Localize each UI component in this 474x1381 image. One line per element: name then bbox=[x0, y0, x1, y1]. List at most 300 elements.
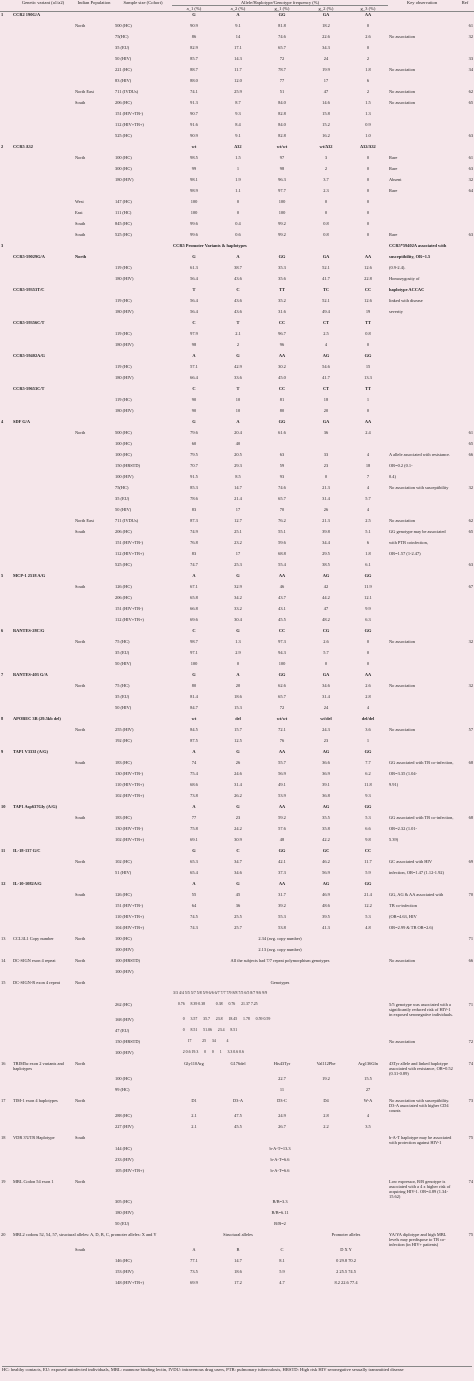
a1-value: 75.8 bbox=[190, 825, 198, 831]
row-number bbox=[0, 298, 12, 309]
sample-size: 75(HC) bbox=[115, 484, 129, 490]
row-number bbox=[0, 540, 12, 551]
row-number bbox=[0, 342, 12, 353]
sample-size bbox=[114, 243, 172, 254]
a1-value: A bbox=[192, 880, 196, 886]
reference: 63 bbox=[468, 165, 474, 171]
reference: 65 bbox=[468, 440, 474, 446]
haplotype-value: 45.5 bbox=[234, 1123, 242, 1129]
a2-value: 17 bbox=[235, 506, 241, 512]
sample-size bbox=[114, 573, 172, 584]
g2-value: 41.7 bbox=[322, 374, 330, 380]
a1-value: 90.9 bbox=[190, 132, 198, 138]
allele-header: A bbox=[192, 1246, 196, 1252]
row-number bbox=[0, 232, 12, 243]
key-observation bbox=[388, 1113, 456, 1124]
row-number bbox=[0, 309, 12, 320]
variant-name bbox=[12, 133, 74, 144]
reference: 32 bbox=[468, 484, 474, 490]
reference: 61 bbox=[468, 154, 474, 160]
sample-size: 100 (HC) bbox=[115, 935, 132, 941]
table-row bbox=[0, 694, 474, 705]
population bbox=[74, 67, 114, 78]
key-observation bbox=[388, 144, 456, 155]
table-row bbox=[0, 133, 474, 144]
reference bbox=[456, 540, 474, 551]
key-observation bbox=[388, 716, 456, 727]
table-row bbox=[0, 782, 474, 793]
g3-value: 2.6 bbox=[365, 33, 371, 39]
g3-value: GG bbox=[364, 803, 372, 809]
table-row-18-sub bbox=[0, 1157, 474, 1168]
a1-value: 56.4 bbox=[190, 297, 198, 303]
a2-value: 25.9 bbox=[234, 88, 242, 94]
reference bbox=[456, 969, 474, 980]
g1-value: GG bbox=[278, 12, 286, 17]
g1-value: 62.6 bbox=[278, 682, 286, 688]
key-observation bbox=[388, 980, 456, 991]
g1-value: 68.8 bbox=[278, 550, 286, 556]
g2-value: wt/Δ32 bbox=[319, 143, 333, 149]
sample-size: 150 (HRSTD) bbox=[115, 462, 141, 468]
table-row bbox=[0, 89, 474, 100]
g1-value: 76 bbox=[279, 737, 285, 743]
population bbox=[74, 243, 114, 254]
key-observation bbox=[388, 1168, 456, 1179]
reference bbox=[456, 650, 474, 661]
variant-name bbox=[12, 518, 74, 529]
g3-value: 7.7 bbox=[365, 759, 371, 765]
variant-name bbox=[12, 276, 74, 287]
sample-size: 119 (HC) bbox=[115, 396, 132, 402]
a2-value: 10 bbox=[235, 407, 241, 413]
table-row bbox=[0, 573, 474, 584]
row-number bbox=[0, 760, 12, 771]
variant-name bbox=[12, 1199, 74, 1210]
key-observation bbox=[388, 1199, 456, 1210]
population bbox=[74, 793, 114, 804]
variant-name bbox=[12, 243, 74, 254]
population bbox=[74, 111, 114, 122]
variant-name bbox=[12, 738, 74, 749]
a2-value: 23.2 bbox=[234, 539, 242, 545]
reference: 61 bbox=[468, 429, 474, 435]
sample-size: 102 (HIV+TB+) bbox=[115, 836, 144, 842]
row-number bbox=[0, 595, 12, 606]
header-ref: Ref bbox=[456, 0, 474, 12]
g2-value: 35.5 bbox=[322, 814, 330, 820]
population bbox=[74, 771, 114, 782]
reference bbox=[456, 716, 474, 727]
header-g3: g_3 (%) bbox=[348, 6, 388, 12]
a2-value: 40 bbox=[235, 440, 241, 446]
g2-value: 36.8 bbox=[322, 792, 330, 798]
variant-name bbox=[12, 760, 74, 771]
g3-value: GG bbox=[364, 627, 372, 633]
sample-size: 102 (HIV+TB+) bbox=[115, 792, 144, 798]
population bbox=[74, 441, 114, 452]
row-number bbox=[0, 463, 12, 474]
table-row bbox=[0, 551, 474, 562]
g1-value: AA bbox=[278, 352, 286, 358]
a1-value: wt bbox=[191, 715, 197, 721]
a2-value: 14 bbox=[235, 33, 241, 39]
variant-name: SDF G/A bbox=[13, 418, 31, 424]
variant-name bbox=[12, 397, 74, 408]
key-observation bbox=[388, 221, 456, 232]
g1-value: 45.5 bbox=[278, 616, 286, 622]
g2-value: 56.9 bbox=[322, 869, 330, 875]
reference bbox=[456, 606, 474, 617]
key-observation: Homozygosity of bbox=[389, 275, 420, 281]
key-observation: Rare bbox=[389, 187, 398, 193]
haplotype-value bbox=[304, 1087, 348, 1098]
row-number bbox=[0, 1017, 12, 1028]
table-row-18-sub bbox=[0, 1146, 474, 1157]
g2-value: 39.8 bbox=[322, 528, 330, 534]
sample-size bbox=[114, 991, 172, 1002]
g1-value: 82.8 bbox=[278, 132, 286, 138]
g3-value: 1.8 bbox=[365, 66, 371, 72]
sample-size: 130 (HIV+TB-) bbox=[115, 825, 143, 831]
population bbox=[74, 320, 114, 331]
g2-value: 47 bbox=[323, 88, 329, 94]
population: South bbox=[75, 759, 86, 765]
row-number bbox=[0, 265, 12, 276]
sample-size bbox=[114, 804, 172, 815]
row-number bbox=[0, 1146, 12, 1157]
g2-value: 48.6 bbox=[322, 902, 330, 908]
key-observation: No association bbox=[389, 957, 415, 963]
table-row bbox=[0, 760, 474, 771]
sample-size: 227 (HIV) bbox=[115, 1123, 134, 1129]
population bbox=[74, 991, 114, 1002]
key-observation: TB co-infection bbox=[389, 902, 417, 908]
row-number bbox=[0, 650, 12, 661]
key-observation bbox=[388, 441, 456, 452]
allele-value: 0 29.8 70.2 bbox=[336, 1257, 356, 1263]
key-observation: No association bbox=[389, 66, 415, 72]
sample-size: 100 (HC) bbox=[115, 440, 132, 446]
key-observation: GG associated with TB co-infection, bbox=[389, 814, 454, 820]
a2-value: 12.7 bbox=[234, 517, 242, 523]
header-population: Indian Population bbox=[74, 0, 114, 12]
row-number bbox=[0, 859, 12, 870]
table-row bbox=[0, 34, 474, 45]
table-row bbox=[0, 155, 474, 166]
a1-value: A bbox=[192, 572, 196, 578]
key-observation bbox=[388, 628, 456, 639]
sample-size: 126 (HC) bbox=[115, 583, 132, 589]
population bbox=[74, 903, 114, 914]
g1-value: 97.3 bbox=[278, 638, 286, 644]
a1-value: 57.1 bbox=[190, 363, 198, 369]
table-footnote: HC: healthy contacts, EU: exposed uninfected individuals, MBL: mannose binding lectin, IVDU: intravenous drug users, PTB: pulmonary tuberculosis, HRSTD: High risk HIV seronegative sexually transmitted disease bbox=[2, 1366, 472, 1373]
population bbox=[74, 364, 114, 375]
allele-value: 2 25.5 74.5 bbox=[336, 1268, 356, 1274]
sample-size: 147 (HC) bbox=[115, 198, 132, 204]
key-observation bbox=[388, 496, 456, 507]
a1-value: A bbox=[192, 748, 196, 754]
variant-name bbox=[12, 1017, 74, 1028]
table-row bbox=[0, 254, 474, 265]
key-observation bbox=[388, 419, 456, 430]
reference bbox=[456, 551, 474, 562]
key-observation bbox=[388, 1280, 456, 1291]
a2-value: C bbox=[236, 847, 240, 853]
key-observation bbox=[388, 562, 456, 573]
sample-size: 83 (HIV) bbox=[115, 77, 132, 83]
population bbox=[74, 375, 114, 386]
variant-name bbox=[12, 562, 74, 573]
row-number bbox=[0, 551, 12, 562]
g1-value: 80 bbox=[279, 407, 285, 413]
variant-name bbox=[12, 463, 74, 474]
haplotype-value: 2.1 bbox=[191, 1112, 197, 1118]
table-row bbox=[0, 639, 474, 650]
g2-value: 16.2 bbox=[322, 132, 330, 138]
g2-value: 24 bbox=[323, 55, 329, 61]
reference: 63 bbox=[468, 561, 474, 567]
population: South bbox=[75, 231, 86, 237]
promoter-alleles-header: Promoter alleles bbox=[331, 1231, 361, 1237]
reference bbox=[456, 1168, 474, 1179]
variant-name bbox=[12, 177, 74, 188]
g1-value: 30.2 bbox=[278, 363, 286, 369]
key-observation bbox=[388, 793, 456, 804]
g3-value bbox=[348, 441, 388, 452]
population bbox=[74, 122, 114, 133]
variant-name bbox=[12, 1113, 74, 1124]
sample-size: 255 (HIV) bbox=[115, 726, 134, 732]
g1-value: 56.9 bbox=[278, 770, 286, 776]
table-row bbox=[0, 298, 474, 309]
g3-value: 22.8 bbox=[364, 275, 372, 281]
key-observation bbox=[388, 375, 456, 386]
population bbox=[74, 45, 114, 56]
g2-value: 3.7 bbox=[323, 176, 329, 182]
a2-value: G bbox=[236, 803, 240, 809]
variant-name bbox=[12, 265, 74, 276]
g3-value: 0 bbox=[366, 44, 370, 50]
row-number: 12 bbox=[1, 880, 6, 886]
variant-name: TAP1 V333I (A/G) bbox=[13, 748, 48, 754]
variant-name bbox=[12, 78, 74, 89]
variant-name: CCR5-59353T/C bbox=[13, 286, 45, 292]
row-number bbox=[0, 166, 12, 177]
a2-value: 17.1 bbox=[234, 44, 242, 50]
reference bbox=[456, 320, 474, 331]
reference: 63 bbox=[468, 132, 474, 138]
a2-value: G bbox=[236, 748, 240, 754]
variant-name bbox=[12, 89, 74, 100]
sample-size: 148 (HIV+TB+) bbox=[115, 1279, 144, 1285]
a2-value: 29.3 bbox=[234, 462, 242, 468]
key-observation: haplotype ACCAC bbox=[389, 286, 425, 292]
variant-name bbox=[12, 782, 74, 793]
table-row bbox=[0, 892, 474, 903]
variant-name bbox=[12, 892, 74, 903]
table-row-15-sub bbox=[0, 1028, 474, 1039]
table-row bbox=[0, 309, 474, 320]
population: North bbox=[75, 22, 86, 28]
haplotype-value bbox=[216, 1087, 260, 1098]
population: South bbox=[75, 1134, 86, 1140]
table-row-19-sub bbox=[0, 1221, 474, 1232]
variant-name bbox=[12, 364, 74, 375]
row-number bbox=[0, 606, 12, 617]
variant-name bbox=[12, 1002, 74, 1017]
sample-size: 51 (HIV) bbox=[115, 869, 132, 875]
key-observation bbox=[388, 78, 456, 89]
row-number bbox=[0, 771, 12, 782]
a1-value: 98 bbox=[191, 341, 197, 347]
table-row bbox=[0, 375, 474, 386]
g3-value: 0 bbox=[366, 187, 370, 193]
reference bbox=[456, 331, 474, 342]
variant-name: APOBEC 3B (29.5kb del) bbox=[13, 715, 61, 721]
key-observation bbox=[388, 364, 456, 375]
header-a2: a_2 (%) bbox=[216, 6, 260, 12]
g2-value: AG bbox=[322, 748, 330, 754]
sample-size bbox=[114, 1179, 172, 1199]
population bbox=[74, 969, 114, 980]
sample-size: 500 (HC) bbox=[115, 22, 132, 28]
sample-size: 180 (HIV) bbox=[115, 1209, 134, 1215]
haplotype-value: 2.8 bbox=[323, 1112, 329, 1118]
a2-value: 1.1 bbox=[235, 187, 241, 193]
g1-value: 55.1 bbox=[278, 528, 286, 534]
population: North bbox=[75, 638, 86, 644]
sample-size: 119 (HC) bbox=[115, 330, 132, 336]
row-number: 6 bbox=[1, 627, 4, 633]
key-observation bbox=[388, 694, 456, 705]
g3-value: GG bbox=[364, 748, 372, 754]
reference: 70 bbox=[468, 891, 474, 897]
sample-size bbox=[114, 320, 172, 331]
variant-name bbox=[12, 595, 74, 606]
a1-value: 56.4 bbox=[190, 308, 198, 314]
variant-name bbox=[12, 155, 74, 166]
repeat-observation bbox=[172, 969, 388, 980]
key-observation: susceptibility, OR=1.5 bbox=[389, 253, 431, 259]
a2-value: 12.0 bbox=[234, 77, 242, 83]
a2-value: 45 bbox=[235, 891, 241, 897]
g1-value: 59 bbox=[279, 462, 285, 468]
table-row bbox=[0, 496, 474, 507]
a1-value: CCR5 Promoter Variants & haplotypes bbox=[173, 242, 247, 248]
g2-value: 18.2 bbox=[322, 22, 330, 28]
variant-name bbox=[12, 837, 74, 848]
sample-size: 100 (HIV) bbox=[115, 1049, 134, 1055]
g1-value: CC bbox=[278, 627, 286, 633]
key-observation bbox=[388, 430, 456, 441]
variant-name: RANTES-28C/G bbox=[13, 627, 45, 633]
key-observation: No association bbox=[389, 88, 415, 94]
g3-value: 4 bbox=[366, 484, 370, 490]
g1-value: 96 bbox=[279, 341, 285, 347]
sample-size bbox=[114, 287, 172, 298]
population: North East bbox=[75, 517, 94, 523]
sample-size: 845 (HC) bbox=[115, 220, 132, 226]
row-number bbox=[0, 837, 12, 848]
key-observation bbox=[388, 749, 456, 760]
g2-value: 5.7 bbox=[323, 649, 329, 655]
g1-value: 97 bbox=[279, 154, 285, 160]
a2-value: 43.6 bbox=[234, 297, 242, 303]
g2-value: 0 bbox=[324, 198, 328, 204]
g3-value: 9.8 bbox=[365, 836, 371, 842]
table-row bbox=[0, 111, 474, 122]
g3-value: 1 bbox=[366, 737, 370, 743]
g3-value: CC bbox=[364, 286, 372, 292]
g2-value: 47 bbox=[323, 605, 329, 611]
a1-value: 77 bbox=[191, 814, 197, 820]
g3-value: 5.7 bbox=[365, 495, 371, 501]
g3-value: CC bbox=[364, 847, 372, 853]
a2-value: 8.7 bbox=[235, 99, 241, 105]
reference: 67 bbox=[468, 583, 474, 589]
row-number bbox=[0, 1124, 12, 1135]
g1-value: 61.6 bbox=[278, 429, 286, 435]
row-number bbox=[0, 1168, 12, 1179]
reference bbox=[456, 595, 474, 606]
key-observation: GG associated with TB co-infection, bbox=[389, 759, 454, 765]
g3-value: 1.8 bbox=[365, 550, 371, 556]
table-row-17 bbox=[0, 1098, 474, 1113]
table-row-19-sub bbox=[0, 1199, 474, 1210]
g2-value: 54.6 bbox=[322, 363, 330, 369]
key-observation: Low expressor, B/B genotype is associated with a 4 x higher risk of acquiring HIV-1. OR=4.89 (1.34-15.62) bbox=[389, 1178, 451, 1199]
table-row bbox=[0, 12, 474, 23]
a2-value: 1 bbox=[236, 165, 240, 171]
a1-value: 100 bbox=[190, 198, 198, 204]
a1-value: 74.7 bbox=[190, 561, 198, 567]
population bbox=[74, 1146, 114, 1157]
g1-value bbox=[260, 243, 304, 254]
genotype-grid: 0 3.57 35.7 23.8 18.45 1.78 0.59 0.59 bbox=[173, 1016, 271, 1021]
a2-value: 17 bbox=[235, 550, 241, 556]
key-observation bbox=[388, 969, 456, 980]
key-observation: b-A-T haplotype may be associated with protection against HIV-1 bbox=[389, 1134, 452, 1145]
sample-size: 150 (HRSTD) bbox=[115, 1038, 141, 1044]
table-row bbox=[0, 793, 474, 804]
reference: 74 bbox=[468, 1060, 474, 1066]
reference bbox=[456, 694, 474, 705]
g1-value: 51 bbox=[279, 88, 285, 94]
table-row bbox=[0, 342, 474, 353]
population bbox=[74, 540, 114, 551]
a1-value: 68.6 bbox=[190, 781, 198, 787]
a2-value: 36 bbox=[235, 902, 241, 908]
g3-value: 15 bbox=[365, 363, 371, 369]
reference: 65 bbox=[468, 528, 474, 534]
g2-value: 4 bbox=[324, 341, 328, 347]
reference: 57 bbox=[468, 726, 474, 732]
sample-size bbox=[114, 980, 172, 991]
row-number bbox=[0, 738, 12, 749]
key-observation: Rare bbox=[389, 165, 398, 171]
g3-value: 0 bbox=[366, 649, 370, 655]
variant-name: CCR5-59402A/G bbox=[13, 352, 45, 358]
a1-value: 82.9 bbox=[190, 44, 198, 50]
reference bbox=[456, 848, 474, 859]
reference: 32 bbox=[468, 682, 474, 688]
sample-size: 35 (EU) bbox=[115, 495, 130, 501]
sample-size: 112 (HIV+TB+) bbox=[115, 550, 144, 556]
a1-value: 69.1 bbox=[190, 836, 198, 842]
g2-value bbox=[304, 441, 348, 452]
